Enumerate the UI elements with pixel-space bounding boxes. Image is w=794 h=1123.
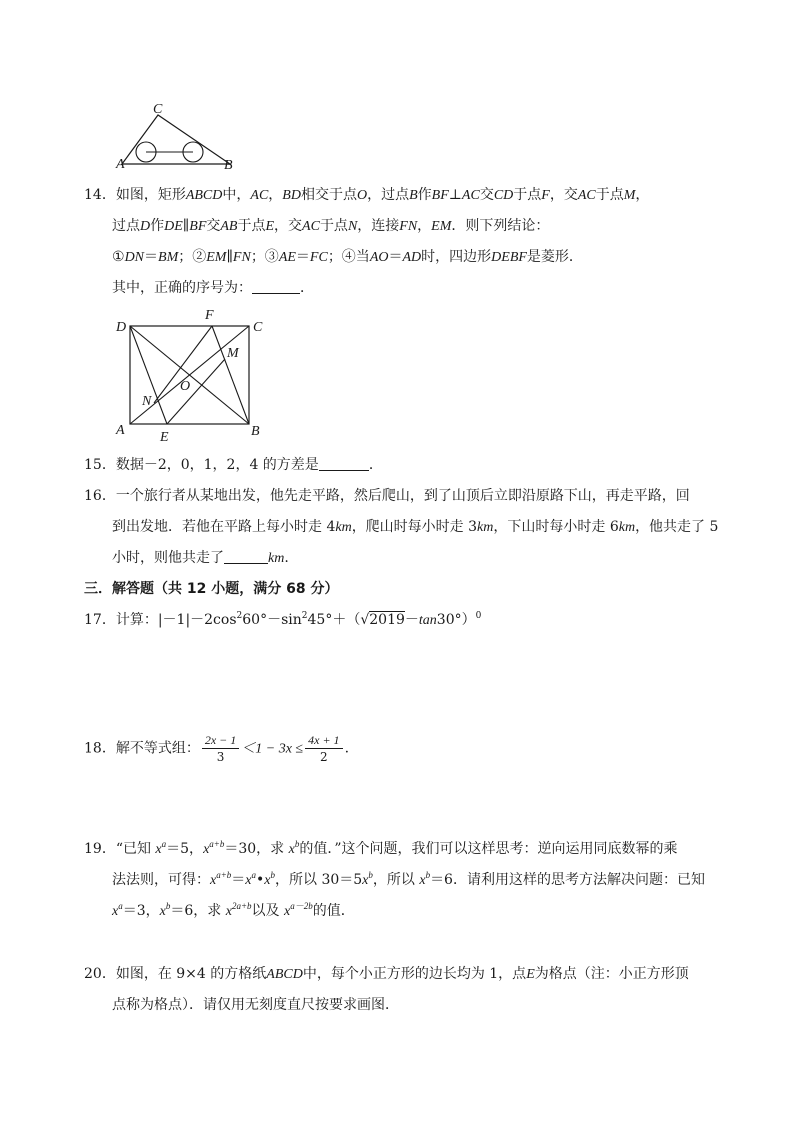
- text: BM: [158, 250, 179, 265]
- exponent: 2a+b: [231, 901, 252, 911]
- text: BF: [431, 188, 449, 203]
- text: 2019: [369, 612, 405, 628]
- text: 45°＋（: [307, 612, 361, 628]
- text: x: [245, 873, 252, 888]
- text: 60°－sin: [242, 612, 302, 628]
- text: ＝30，求: [224, 841, 289, 857]
- exponent: 2: [236, 611, 243, 621]
- denominator: 2: [320, 750, 328, 764]
- numerator: 2x − 1: [202, 732, 239, 749]
- answer-blank: [319, 456, 369, 471]
- section-heading: [84, 580, 338, 598]
- text: ⊥: [448, 187, 462, 203]
- q14-line4: [112, 279, 314, 297]
- exponent: 2: [301, 611, 308, 621]
- label-o: O: [180, 379, 191, 394]
- segment-em: [167, 359, 225, 424]
- q14-line3: [112, 248, 583, 267]
- label-f: F: [205, 308, 214, 323]
- text: x: [203, 842, 210, 857]
- text: 为格点（注：小正方形顶: [534, 966, 689, 982]
- text: 以及: [251, 903, 284, 919]
- text: 如图，矩形: [115, 187, 186, 203]
- text: x: [155, 842, 162, 857]
- text: ；②: [178, 249, 207, 265]
- text: BD: [282, 188, 301, 203]
- text: EM: [206, 250, 227, 265]
- text: ABCD: [266, 967, 303, 982]
- fraction-left: [202, 732, 239, 765]
- text: D: [140, 219, 151, 234]
- label-e: E: [160, 430, 169, 444]
- text: 中，: [222, 187, 251, 203]
- text: ，: [268, 187, 283, 203]
- text: ，连接: [357, 218, 400, 234]
- text: ，所以 30＝5: [275, 872, 363, 888]
- q20-line2: [112, 996, 399, 1014]
- text: 过点: [112, 218, 140, 234]
- exponent: b: [368, 870, 373, 880]
- q18: [84, 732, 349, 765]
- text: 的值．: [312, 903, 355, 919]
- text: BF: [189, 219, 207, 234]
- text: km: [268, 551, 285, 566]
- text: 于点: [595, 187, 624, 203]
- triangle-figure: [112, 100, 242, 172]
- text: F: [541, 188, 550, 203]
- label-c: C: [153, 102, 163, 117]
- exponent: a+b: [216, 870, 232, 880]
- text: x: [419, 873, 426, 888]
- text: AD: [402, 250, 422, 265]
- text: EM: [431, 219, 452, 234]
- text: AC: [302, 219, 320, 234]
- text: ＝: [295, 249, 310, 265]
- exponent: a+b: [209, 839, 225, 849]
- text: FN: [399, 219, 418, 234]
- exponent: b: [165, 901, 171, 911]
- text: 到出发地．若他在平路上每小时走 4: [112, 519, 336, 535]
- text: N: [347, 219, 358, 234]
- text: x: [159, 904, 166, 919]
- denominator: 3: [216, 750, 225, 764]
- exponent: b: [270, 870, 275, 880]
- text: 的值．”这个问题，我们可以这样思考：逆向运用同底数幂的乘: [299, 841, 678, 857]
- q14-line2: [112, 217, 549, 236]
- q16-line2: [112, 518, 718, 537]
- q16-line1: [84, 487, 690, 505]
- text: AC: [577, 188, 596, 203]
- section-title: 三．解答题（共 12 小题，满分 68 分）: [84, 581, 339, 597]
- text: x: [283, 904, 291, 919]
- q15: [84, 456, 383, 474]
- sqrt-sign: √: [360, 612, 370, 628]
- text: x: [112, 904, 119, 919]
- q14-number: 14．: [84, 187, 116, 203]
- text: AO: [369, 250, 389, 265]
- text: ＝: [231, 872, 246, 888]
- q17: [84, 611, 481, 630]
- text: ．: [368, 457, 383, 473]
- text: ，交: [549, 187, 578, 203]
- text: 17．计算：|－1|－2cos: [84, 612, 237, 628]
- triangle-abc: [122, 115, 230, 164]
- text: FC: [309, 250, 328, 265]
- text: 相交于点: [300, 187, 357, 203]
- text: 交: [479, 187, 494, 203]
- text: ＝: [388, 249, 403, 265]
- exponent: a: [118, 901, 123, 911]
- text: ，他共走了 5: [635, 519, 719, 535]
- text: tan: [418, 613, 437, 628]
- text: 法法则，可得：: [112, 872, 210, 888]
- text: ＝5，: [166, 841, 204, 857]
- text: ，下山时每小时走 6: [493, 519, 619, 535]
- text: AC: [250, 188, 269, 203]
- text: 16．一个旅行者从某地出发，他先走平路，然后爬山，到了山顶后立即沿原路下山，再走平路，回: [84, 488, 690, 504]
- text: DE: [164, 219, 183, 234]
- text: DEBF: [491, 250, 527, 265]
- text: 点称为格点）．请仅用无刻度直尺按要求画图．: [112, 997, 399, 1013]
- label-a: A: [116, 157, 125, 172]
- text: 于点: [319, 218, 348, 234]
- text: 交: [206, 218, 221, 234]
- label-n: N: [142, 394, 152, 409]
- label-m: M: [227, 346, 239, 361]
- text: 中，每个小正方形的边长均为 1，点: [302, 966, 527, 982]
- q14-line1: [84, 186, 649, 205]
- text: x: [264, 873, 271, 888]
- label-c: C: [253, 320, 263, 335]
- text: x: [288, 842, 295, 857]
- text: 19．“已知: [84, 841, 156, 857]
- text: －: [404, 612, 419, 628]
- text: E: [265, 219, 275, 234]
- text: km: [618, 520, 636, 535]
- rectangle-figure: [110, 304, 270, 444]
- text: ＜1 − 3x ≤: [241, 741, 304, 757]
- text: 是菱形．: [526, 249, 583, 265]
- text: 30°: [436, 612, 462, 628]
- text: 18．解不等式组：: [84, 740, 200, 757]
- text: ①: [112, 249, 125, 265]
- label-b: B: [224, 158, 233, 172]
- text: 15．数据－2，0，1，2，4 的方差是: [84, 457, 319, 473]
- text: ；③: [250, 249, 279, 265]
- text: ABCD: [185, 188, 223, 203]
- text: x: [362, 873, 369, 888]
- text: ）: [461, 612, 476, 628]
- text: •: [256, 872, 265, 888]
- label-a: A: [116, 423, 125, 438]
- text: 于点: [237, 218, 266, 234]
- text: ＝6．请利用这样的思考方法解决问题：已知: [430, 872, 705, 888]
- exponent: 0: [475, 611, 482, 621]
- exponent: a: [251, 870, 257, 880]
- text: ，交: [274, 218, 303, 234]
- text: km: [477, 520, 494, 535]
- text: ∥: [182, 218, 190, 234]
- fraction-right: [305, 732, 342, 765]
- text: AC: [461, 188, 480, 203]
- text: CD: [493, 188, 514, 203]
- text: 时，四边形: [421, 249, 492, 265]
- text: .: [284, 550, 289, 566]
- text: ．则下列结论：: [451, 218, 550, 234]
- text: O: [356, 188, 368, 203]
- text: DN: [124, 250, 145, 265]
- text: AB: [220, 219, 238, 234]
- text: x: [225, 904, 232, 919]
- q19-line3: [112, 902, 355, 921]
- numerator: 4x + 1: [305, 732, 342, 749]
- text: ∥: [226, 249, 233, 265]
- exponent: a－2b: [290, 901, 313, 911]
- text: ，所以: [372, 872, 420, 888]
- text: .: [344, 740, 350, 757]
- text: M: [623, 188, 636, 203]
- text: FN: [232, 250, 251, 265]
- text: ，: [635, 187, 650, 203]
- text: ；④当: [327, 249, 370, 265]
- label-d: D: [116, 320, 127, 335]
- text: ，: [417, 218, 432, 234]
- label-b: B: [251, 424, 260, 439]
- text: 作: [150, 218, 165, 234]
- text: ＝6，求: [170, 903, 226, 919]
- text: AE: [278, 250, 296, 265]
- text: 小时，则他共走了: [112, 550, 224, 566]
- text: 作: [417, 187, 432, 203]
- text: E: [526, 967, 535, 982]
- q16-line3: [112, 549, 289, 568]
- text: ＝3，: [122, 903, 160, 919]
- text: km: [335, 520, 352, 535]
- q19-line1: [84, 840, 678, 859]
- q20-line1: [84, 965, 689, 984]
- text: 于点: [513, 187, 542, 203]
- q19-line2: [112, 871, 705, 890]
- text: ＝: [144, 249, 159, 265]
- text: 20．如图，在 9×4 的方格纸: [84, 966, 267, 982]
- text: ．: [300, 280, 314, 296]
- text: 其中，正确的序号为：: [112, 280, 252, 296]
- text: B: [409, 188, 418, 203]
- exponent: b: [294, 839, 300, 849]
- exponent: a: [161, 839, 167, 849]
- text: ，过点: [367, 187, 410, 203]
- text: ，爬山时每小时走 3: [351, 519, 478, 535]
- exponent: b: [425, 870, 431, 880]
- text: x: [210, 873, 217, 888]
- answer-blank: [252, 279, 300, 294]
- answer-blank: [224, 549, 268, 564]
